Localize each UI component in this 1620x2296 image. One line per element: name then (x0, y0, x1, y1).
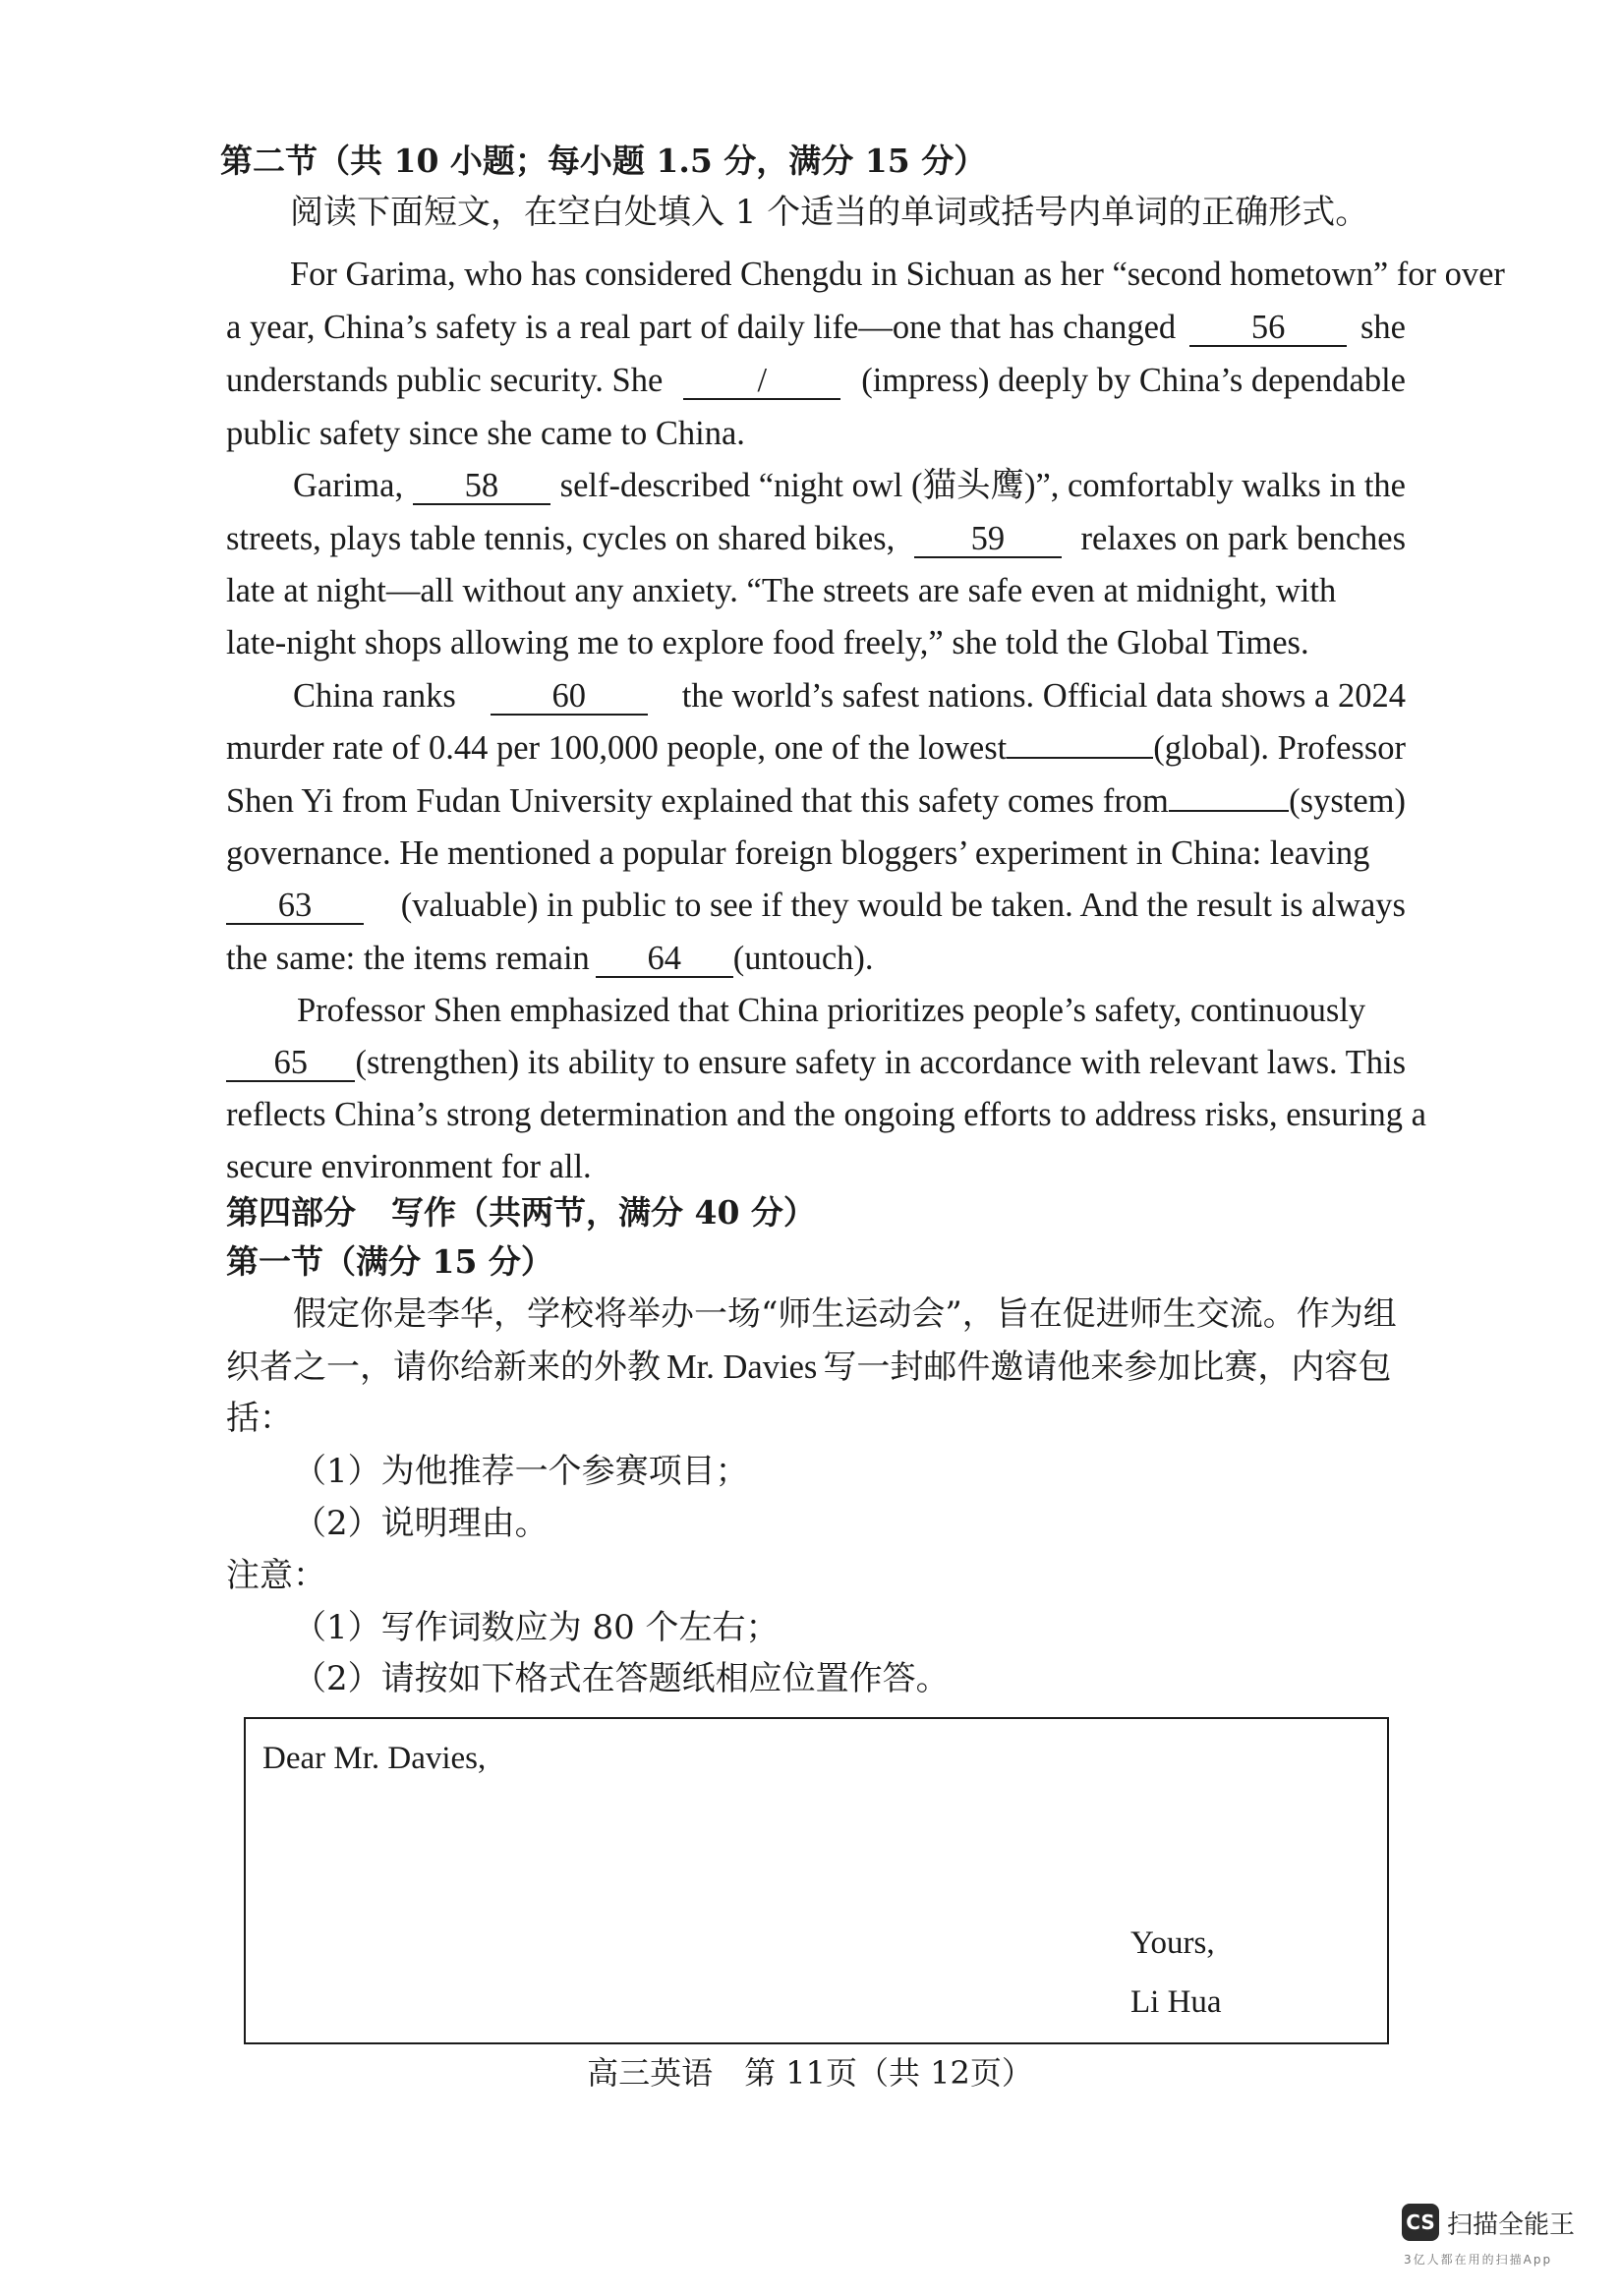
blank-62 (1169, 810, 1289, 812)
blank-60: 60 (491, 678, 648, 716)
passage-p4-line3: reflects China’s strong determination and the ongoing efforts to address risks, ensuring a (226, 1096, 1426, 1133)
passage-p3-line6: the same: the items remain 64 (untouch). (226, 940, 874, 977)
passage-p3-line3: Shen Yi from Fudan University explained that this safety comes from (system) (226, 782, 1406, 820)
blank-64: 64 (596, 941, 733, 978)
section2-instruction: 阅读下面短文，在空白处填入 1 个适当的单词或括号内单词的正确形式。 (290, 193, 1369, 232)
passage-p4-line4: secure environment for all. (226, 1148, 592, 1185)
passage-p2-line4: late-night shops allowing me to explore food freely,” she told the Global Times. (226, 624, 1309, 661)
scanner-tagline: 3亿人都在用的扫描App (1404, 2253, 1553, 2267)
letter-closing: Yours, (1130, 1925, 1215, 1961)
note-label: 注意： (226, 1556, 326, 1595)
writing-prompt-line2: 织者之一，请你给新来的外教 Mr. Davies 写一封邮件邀请他来参加比赛，内容包 (226, 1348, 1392, 1387)
passage-p1-line1: For Garima, who has considered Chengdu in Sichuan as her “second hometown” for over (290, 256, 1505, 293)
page-footer: 高三英语 第 11页（共 12页） (587, 2054, 1033, 2092)
writing-requirement-2: （2）说明理由。 (293, 1504, 549, 1543)
blank-65: 65 (226, 1045, 355, 1082)
passage-p3-line4: governance. He mentioned a popular foreign bloggers’ experiment in China: leaving (226, 834, 1370, 872)
scanner-watermark (1402, 2204, 1575, 2241)
blank-63: 63 (226, 888, 364, 925)
writing-requirement-1: （1）为他推荐一个参赛项目； (293, 1452, 749, 1491)
section2-heading: 第二节（共 10 小题；每小题 1.5 分，满分 15 分） (220, 142, 987, 180)
passage-p3-line1: China ranks 60 the world’s safest nations. Official data shows a 2024 (293, 677, 1406, 715)
scanner-name: 扫描全能王 (1447, 2210, 1576, 2240)
note-2: （2）请按如下格式在答题纸相应位置作答。 (293, 1659, 950, 1698)
scanner-logo-icon: CS (1402, 2204, 1439, 2241)
part4-heading: 第四部分 写作（共两节，满分 40 分） (226, 1193, 816, 1232)
passage-p1-line3: understands public security. She / (impress) deeply by China’s dependable (226, 362, 1406, 399)
letter-format-box (244, 1717, 1389, 2044)
blank-56: 56 (1189, 310, 1347, 347)
writing-heading: 第一节（满分 15 分） (226, 1242, 553, 1281)
passage-p1-line4: public safety since she came to China. (226, 415, 745, 452)
passage-p3-line5: 63 (valuable) in public to see if they would be taken. And the result is always (226, 884, 1406, 927)
blank-61 (1007, 757, 1153, 759)
passage-p1-line2: a year, China’s safety is a real part of daily life—one that has changed 56 she (226, 309, 1406, 346)
blank-58: 58 (413, 468, 550, 505)
letter-greeting: Dear Mr. Davies, (262, 1741, 487, 1776)
blank-59: 59 (914, 521, 1062, 558)
blank-57: / (683, 363, 840, 400)
passage-p4-line1: Professor Shen emphasized that China prioritizes people’s safety, continuously (297, 992, 1366, 1029)
passage-p2-line3: late at night—all without any anxiety. “The streets are safe even at midnight, with (226, 572, 1337, 609)
passage-p3-line2: murder rate of 0.44 per 100,000 people, one of the lowest (global). Professor (226, 729, 1406, 767)
letter-signature: Li Hua (1130, 1984, 1222, 2020)
note-1: （1）写作词数应为 80 个左右； (293, 1608, 780, 1647)
writing-prompt-line1: 假定你是李华，学校将举办一场“师生运动会”，旨在促进师生交流。作为组 (293, 1294, 1397, 1334)
writing-prompt-line3: 括： (226, 1399, 293, 1438)
passage-p4-line2: 65 (strengthen) its ability to ensure safety in accordance with relevant laws. This (226, 1041, 1406, 1084)
passage-p2-line1: Garima, 58 self-described “night owl (猫头鹰)”, comfortably walks in the (293, 467, 1406, 504)
passage-p2-line2: streets, plays table tennis, cycles on shared bikes, 59 relaxes on park benches (226, 520, 1406, 557)
